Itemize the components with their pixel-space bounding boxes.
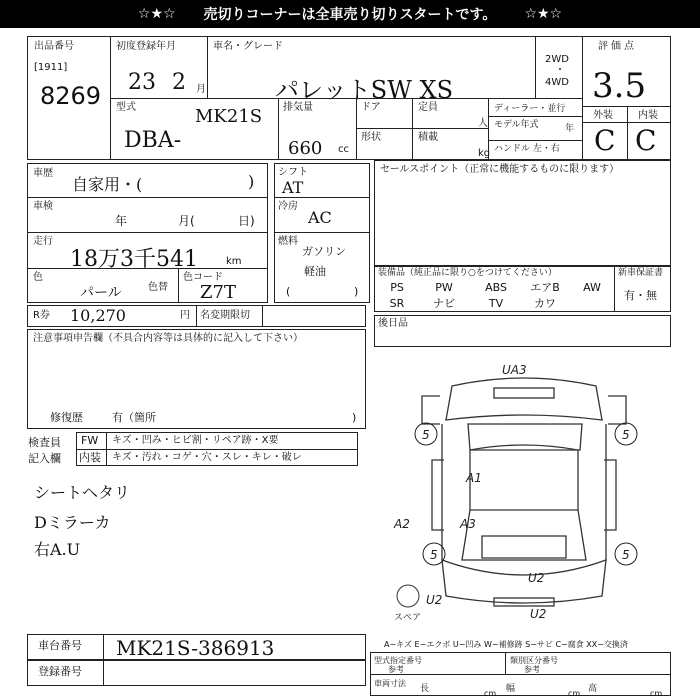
spec-width-label: 幅 [506, 684, 516, 694]
spec-ref-label-1: 参考 [388, 665, 404, 674]
fuel-close: ) [354, 285, 359, 298]
spec-size-label: 車両寸法 [374, 679, 406, 688]
diagram-mark-u2b: U2 [426, 593, 443, 607]
banner-stars-right: ☆★☆ [524, 6, 563, 22]
color-code: Z7T [200, 282, 236, 303]
handwritten-note-1: シートヘタリ [34, 483, 131, 502]
color-value: パール [80, 285, 122, 301]
model-value2: DBA- [124, 128, 182, 153]
first-reg-unit: 月 [196, 84, 206, 95]
recycle-notice: 名変期限切 [200, 310, 250, 321]
chassis-value: MK21S-386913 [116, 636, 275, 660]
displacement-unit: cc [338, 144, 349, 155]
handwritten-note-3: 右A.U [34, 540, 81, 559]
capacity-unit: 人 [478, 118, 488, 129]
drive-4wd: 4WD [545, 77, 569, 88]
diagram-mark-5b: 5 [622, 428, 630, 442]
dealer-label2: モデル年式 [494, 120, 539, 130]
score-exterior: C [594, 124, 616, 157]
displacement-label: 排気量 [283, 102, 313, 113]
diagram-mark-5d: 5 [622, 548, 630, 562]
spec-type-label: 型式指定番号 [374, 656, 422, 665]
equipment-warranty-label: 新車保証書 [618, 268, 664, 278]
dealer-label2-unit: 年 [565, 124, 575, 134]
spec-ref-label-2: 参考 [524, 665, 540, 674]
inspection-label: 車検 [33, 201, 53, 212]
equipment-label: 装備品（純正品に限り○をつけてください） [378, 268, 557, 278]
damage-diagram [382, 360, 670, 622]
inspection-day: 日) [238, 214, 255, 228]
spec-height-label: 高 [588, 684, 598, 694]
inspector-fw: FW [81, 434, 99, 447]
equip-pw: PW [435, 280, 453, 294]
drive-dot: ・ [555, 65, 565, 76]
chassis-label: 車台番号 [38, 639, 82, 652]
equip-sr: SR [389, 296, 405, 310]
model-label: 型式 [116, 102, 136, 113]
recycle-value: 10,270 [70, 306, 126, 325]
color-change-label: 色替 [148, 282, 168, 293]
diagram-mark-u2c: U2 [530, 607, 547, 621]
inspection-month: 月( [178, 214, 195, 228]
notes-box [374, 315, 671, 347]
damage-legend: A−キズ E−エクボ U−凹み W−補修跡 S−サビ C−腐食 XX−交換済 [384, 640, 628, 649]
spec-class-label: 類別区分番号 [510, 656, 558, 665]
lot-label: 出品番号 [34, 41, 74, 52]
fuel-label: 燃料 [278, 236, 298, 247]
banner [0, 0, 700, 28]
inspector-label2: 記入欄 [28, 452, 61, 465]
first-reg-year: 23 [128, 70, 156, 95]
mileage-value: 18万3千541 [70, 247, 198, 272]
registration-label: 登録番号 [38, 665, 82, 678]
score-exterior-label: 外装 [593, 110, 613, 121]
mileage-label: 走行 [33, 236, 53, 247]
lot-sub: [1911] [34, 62, 68, 73]
name-label: 車名・グレード [213, 41, 283, 52]
equip-navi: ナビ [433, 297, 455, 310]
inspector-in: 内装 [79, 451, 101, 464]
shift-value: AT [282, 178, 304, 197]
drive-2wd: 2WD [545, 54, 569, 65]
equip-tv: TV [488, 296, 504, 310]
displacement-value: 660 [288, 138, 323, 159]
recycle-label: R券 [33, 310, 50, 321]
score-interior-label: 内装 [638, 110, 658, 121]
sales-point-label: セールスポイント（正常に機能するものに限ります） [380, 164, 620, 175]
equip-aw: AW [583, 280, 601, 294]
score-interior: C [635, 124, 657, 157]
caution-repair-label: 修復歴 [50, 411, 83, 424]
history-label: 車歴 [33, 168, 53, 179]
score-label: 評価点 [598, 41, 637, 52]
dealer-label1: ディーラー・並行 [494, 104, 566, 114]
equip-ps: PS [390, 280, 404, 294]
fuel-option-diesel: 軽油 [304, 265, 326, 278]
model-value1: MK21S [195, 106, 263, 127]
doors-label: ドア [361, 102, 381, 113]
handwritten-note-2: Dミラーカ [34, 513, 111, 532]
first-reg-label: 初度登録年月 [116, 41, 176, 52]
fuel-open: ( [286, 285, 291, 298]
capacity-load-unit: kg [478, 148, 491, 159]
first-reg-month: 2 [172, 70, 186, 95]
banner-text: 売切りコーナーは全車売り切りスタートです。 [203, 7, 497, 23]
equipment-warranty-value: 有・無 [624, 289, 657, 302]
fuel-option-gas: ガソリン [302, 245, 346, 258]
spec-width-unit: cm [568, 689, 581, 698]
history-value: 自家用・( [72, 175, 143, 194]
score-value: 3.5 [592, 66, 647, 106]
color-label: 色 [33, 272, 43, 283]
color-code-label: 色コード [183, 272, 223, 283]
diagram-mark-u2a: U2 [528, 571, 545, 585]
spec-length-unit: cm [484, 689, 497, 698]
shift-label: シフト [278, 167, 308, 178]
capacity-load-label: 積載 [418, 132, 438, 143]
doors-shape-label: 形状 [361, 132, 381, 143]
diagram-spare: スペア [394, 613, 422, 622]
spec-length-label: 長 [420, 684, 430, 694]
diagram-mark-a1: A1 [466, 471, 482, 485]
diagram-mark-ua3: UA3 [502, 363, 527, 377]
banner-stars-left: ☆★☆ [137, 6, 176, 22]
mileage-unit: km [226, 256, 242, 267]
dealer-label3: ハンドル 左・右 [494, 144, 560, 154]
caution-label: 注意事項申告欄（不具合内容等は具体的に記入して下さい） [33, 333, 303, 344]
equip-airbag: エアB [530, 281, 560, 294]
caution-repair-close: ) [352, 411, 357, 424]
inspector-fw-items: キズ・凹み・ヒビ割・リペア跡・X要 [112, 435, 279, 446]
inspection-year: 年 [115, 214, 128, 228]
notes-label: 後日品 [378, 318, 408, 329]
history-close: ) [248, 172, 255, 191]
diagram-mark-a2: A2 [394, 517, 410, 531]
capacity-label: 定員 [418, 102, 438, 113]
diagram-mark-5c: 5 [430, 548, 438, 562]
inspector-in-items: キズ・汚れ・コゲ・穴・スレ・キレ・破レ [112, 452, 302, 463]
lot-number: 8269 [40, 82, 102, 110]
caution-repair-value: 有（箇所 [112, 411, 156, 424]
name-value: パレットSW XS [275, 76, 454, 104]
recycle-unit: 円 [180, 310, 190, 321]
equip-leather: カワ [534, 297, 556, 310]
inspector-label1: 検査員 [28, 436, 61, 449]
diagram-mark-a3: A3 [460, 517, 476, 531]
ac-value: AC [308, 208, 332, 227]
spec-height-unit: cm [650, 689, 663, 698]
equip-abs: ABS [485, 280, 507, 294]
diagram-mark-5a: 5 [422, 428, 430, 442]
sales-point-box [374, 160, 671, 266]
ac-label: 冷房 [278, 201, 298, 212]
